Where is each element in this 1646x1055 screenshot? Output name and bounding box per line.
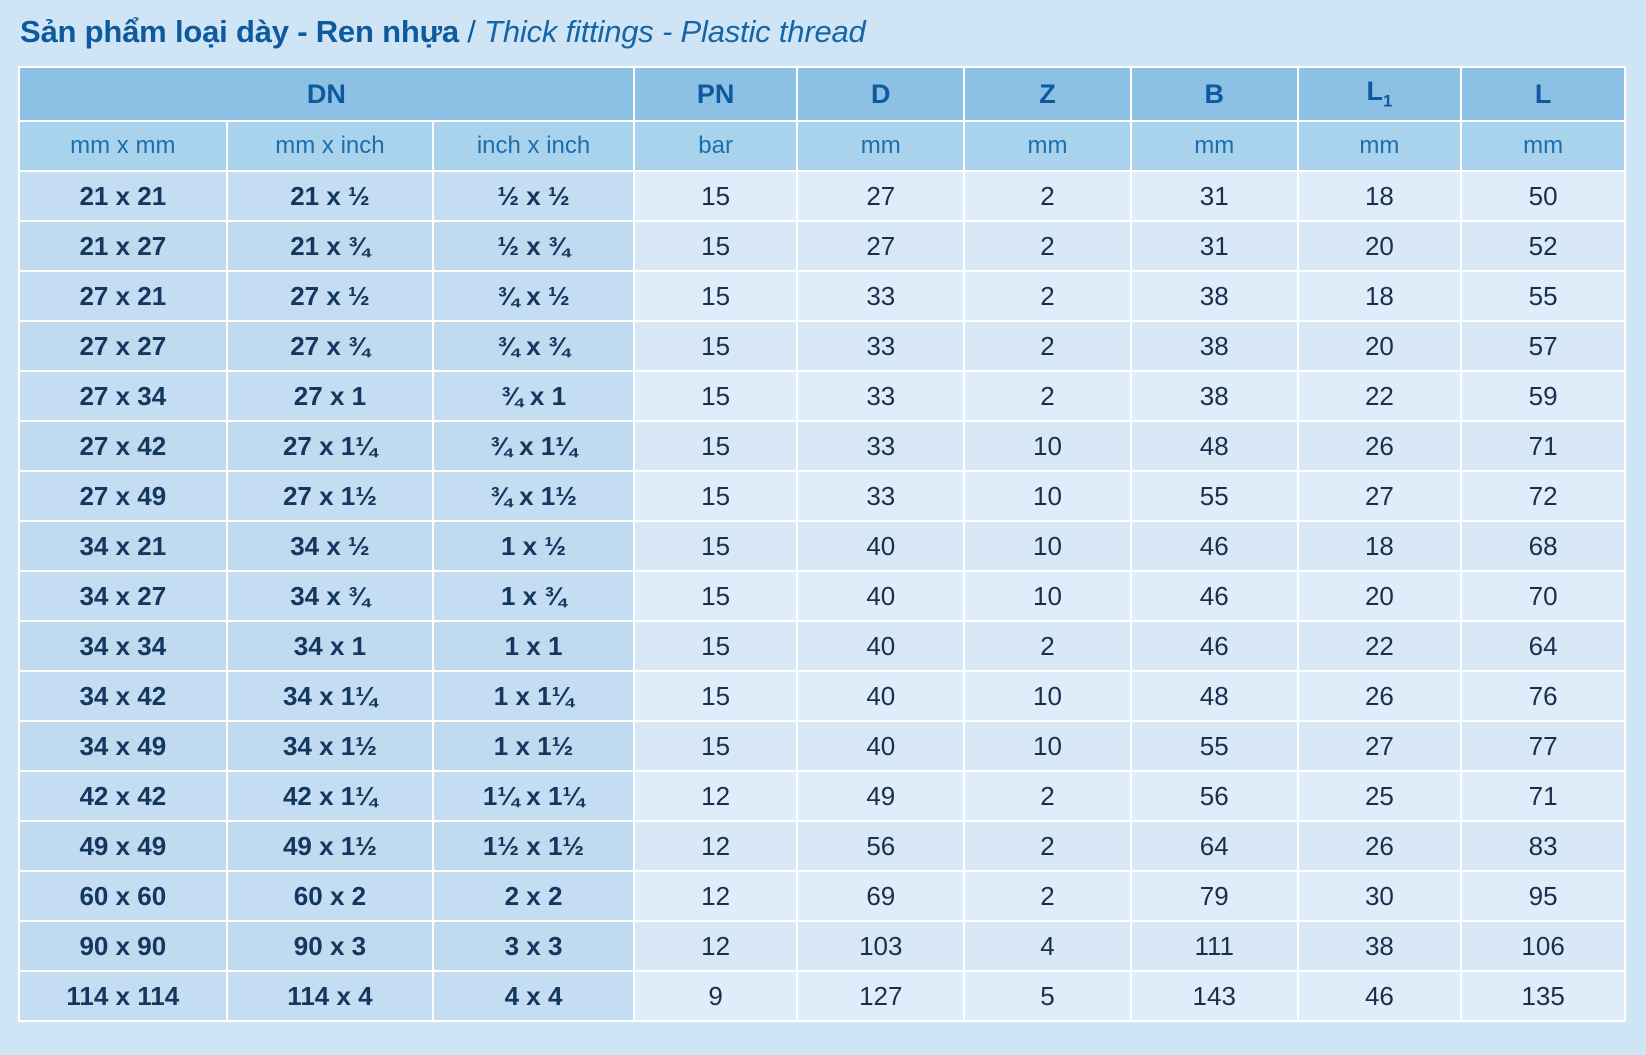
- specifications-table: [18, 66, 1626, 1022]
- cell-b: 55: [1131, 471, 1298, 521]
- cell-l1: 22: [1298, 371, 1462, 421]
- cell-dn-inch-inch: 2 x 2: [433, 871, 634, 921]
- cell-dn-mm-mm: 34 x 42: [19, 671, 227, 721]
- cell-dn-mm-inch: 21 x ¾: [227, 221, 434, 271]
- cell-pn: 12: [634, 821, 798, 871]
- cell-dn-inch-inch: 1 x 1: [433, 621, 634, 671]
- cell-z: 2: [964, 371, 1131, 421]
- cell-l: 68: [1461, 521, 1625, 571]
- cell-b: 55: [1131, 721, 1298, 771]
- table-row: [19, 371, 1625, 421]
- cell-dn-inch-inch: 4 x 4: [433, 971, 634, 1021]
- cell-z: 2: [964, 271, 1131, 321]
- cell-b: 46: [1131, 521, 1298, 571]
- cell-dn-inch-inch: ¾ x ½: [433, 271, 634, 321]
- cell-dn-inch-inch: 1 x 1¼: [433, 671, 634, 721]
- cell-d: 33: [797, 371, 964, 421]
- table-row: [19, 871, 1625, 921]
- cell-b: 56: [1131, 771, 1298, 821]
- cell-z: 2: [964, 321, 1131, 371]
- cell-l: 59: [1461, 371, 1625, 421]
- cell-z: 2: [964, 621, 1131, 671]
- cell-pn: 9: [634, 971, 798, 1021]
- cell-z: 10: [964, 471, 1131, 521]
- cell-dn-inch-inch: ½ x ¾: [433, 221, 634, 271]
- cell-d: 127: [797, 971, 964, 1021]
- cell-pn: 15: [634, 421, 798, 471]
- cell-d: 27: [797, 171, 964, 221]
- table-header: [19, 67, 1625, 171]
- cell-d: 27: [797, 221, 964, 271]
- column-header-dn: DN: [19, 67, 634, 121]
- cell-dn-mm-mm: 34 x 49: [19, 721, 227, 771]
- table-row: [19, 271, 1625, 321]
- column-header-l: L: [1461, 67, 1625, 121]
- cell-z: 2: [964, 171, 1131, 221]
- cell-pn: 15: [634, 471, 798, 521]
- cell-pn: 12: [634, 771, 798, 821]
- cell-pn: 15: [634, 721, 798, 771]
- table-row: [19, 421, 1625, 471]
- cell-dn-mm-inch: 114 x 4: [227, 971, 434, 1021]
- cell-l: 64: [1461, 621, 1625, 671]
- cell-l1: 27: [1298, 471, 1462, 521]
- cell-b: 38: [1131, 371, 1298, 421]
- cell-z: 4: [964, 921, 1131, 971]
- cell-dn-inch-inch: 1¼ x 1¼: [433, 771, 634, 821]
- cell-b: 111: [1131, 921, 1298, 971]
- cell-z: 2: [964, 221, 1131, 271]
- cell-l: 71: [1461, 771, 1625, 821]
- table-row: [19, 971, 1625, 1021]
- cell-dn-mm-mm: 49 x 49: [19, 821, 227, 871]
- cell-l1: 26: [1298, 821, 1462, 871]
- cell-dn-mm-inch: 34 x 1¼: [227, 671, 434, 721]
- table-header-group-row: [19, 67, 1625, 121]
- cell-b: 46: [1131, 621, 1298, 671]
- cell-l: 70: [1461, 571, 1625, 621]
- cell-dn-mm-mm: 60 x 60: [19, 871, 227, 921]
- cell-b: 46: [1131, 571, 1298, 621]
- cell-l1: 38: [1298, 921, 1462, 971]
- cell-b: 48: [1131, 671, 1298, 721]
- cell-b: 31: [1131, 221, 1298, 271]
- table-row: [19, 671, 1625, 721]
- cell-l: 106: [1461, 921, 1625, 971]
- cell-pn: 12: [634, 871, 798, 921]
- cell-l1: 18: [1298, 171, 1462, 221]
- cell-dn-mm-inch: 42 x 1¼: [227, 771, 434, 821]
- table-row: [19, 321, 1625, 371]
- page-title-vietnamese: Sản phẩm loại dày - Ren nhựa: [20, 14, 459, 49]
- table-row: [19, 571, 1625, 621]
- cell-dn-mm-inch: 21 x ½: [227, 171, 434, 221]
- cell-dn-inch-inch: 1½ x 1½: [433, 821, 634, 871]
- cell-dn-inch-inch: ½ x ½: [433, 171, 634, 221]
- cell-b: 31: [1131, 171, 1298, 221]
- cell-dn-mm-inch: 34 x 1½: [227, 721, 434, 771]
- cell-dn-mm-mm: 34 x 34: [19, 621, 227, 671]
- table-row: [19, 721, 1625, 771]
- cell-pn: 15: [634, 371, 798, 421]
- cell-dn-mm-mm: 114 x 114: [19, 971, 227, 1021]
- table-row: [19, 221, 1625, 271]
- cell-l1: 20: [1298, 221, 1462, 271]
- column-header-b: B: [1131, 67, 1298, 121]
- column-header-d: D: [797, 67, 964, 121]
- cell-z: 10: [964, 671, 1131, 721]
- unit-header-dn-mm-inch: mm x inch: [227, 121, 434, 171]
- unit-header-pn: bar: [634, 121, 798, 171]
- unit-header-dn-mm-mm: mm x mm: [19, 121, 227, 171]
- table-row: [19, 771, 1625, 821]
- cell-b: 143: [1131, 971, 1298, 1021]
- unit-header-z: mm: [964, 121, 1131, 171]
- table-header-units-row: [19, 121, 1625, 171]
- cell-pn: 15: [634, 671, 798, 721]
- cell-b: 38: [1131, 271, 1298, 321]
- cell-dn-mm-inch: 27 x ¾: [227, 321, 434, 371]
- cell-dn-mm-mm: 34 x 27: [19, 571, 227, 621]
- cell-l1: 26: [1298, 671, 1462, 721]
- cell-l: 55: [1461, 271, 1625, 321]
- cell-l: 135: [1461, 971, 1625, 1021]
- cell-dn-mm-mm: 42 x 42: [19, 771, 227, 821]
- table-row: [19, 921, 1625, 971]
- cell-b: 48: [1131, 421, 1298, 471]
- cell-dn-mm-mm: 27 x 34: [19, 371, 227, 421]
- cell-l1: 46: [1298, 971, 1462, 1021]
- cell-dn-inch-inch: 1 x ½: [433, 521, 634, 571]
- cell-dn-mm-inch: 27 x 1: [227, 371, 434, 421]
- column-header-z: Z: [964, 67, 1131, 121]
- cell-pn: 15: [634, 321, 798, 371]
- cell-l1: 18: [1298, 271, 1462, 321]
- cell-z: 10: [964, 421, 1131, 471]
- cell-z: 2: [964, 821, 1131, 871]
- cell-pn: 15: [634, 521, 798, 571]
- cell-d: 40: [797, 671, 964, 721]
- cell-l: 57: [1461, 321, 1625, 371]
- unit-header-l1: mm: [1298, 121, 1462, 171]
- cell-dn-mm-inch: 27 x 1¼: [227, 421, 434, 471]
- cell-d: 56: [797, 821, 964, 871]
- cell-pn: 15: [634, 271, 798, 321]
- unit-header-d: mm: [797, 121, 964, 171]
- cell-z: 2: [964, 871, 1131, 921]
- cell-d: 40: [797, 521, 964, 571]
- cell-dn-mm-inch: 60 x 2: [227, 871, 434, 921]
- cell-dn-mm-inch: 27 x ½: [227, 271, 434, 321]
- cell-pn: 15: [634, 171, 798, 221]
- cell-l1: 26: [1298, 421, 1462, 471]
- cell-dn-mm-mm: 27 x 42: [19, 421, 227, 471]
- cell-dn-mm-mm: 27 x 49: [19, 471, 227, 521]
- cell-d: 33: [797, 421, 964, 471]
- cell-l: 83: [1461, 821, 1625, 871]
- cell-dn-mm-inch: 34 x ¾: [227, 571, 434, 621]
- cell-l: 76: [1461, 671, 1625, 721]
- cell-d: 40: [797, 721, 964, 771]
- cell-z: 10: [964, 721, 1131, 771]
- cell-z: 5: [964, 971, 1131, 1021]
- cell-d: 49: [797, 771, 964, 821]
- page-title-english: Thick fittings - Plastic thread: [484, 14, 866, 49]
- cell-l: 95: [1461, 871, 1625, 921]
- cell-d: 33: [797, 271, 964, 321]
- cell-dn-mm-inch: 90 x 3: [227, 921, 434, 971]
- table-body: [19, 171, 1625, 1021]
- cell-dn-mm-inch: 49 x 1½: [227, 821, 434, 871]
- cell-d: 33: [797, 471, 964, 521]
- table-row: [19, 621, 1625, 671]
- table-row: [19, 171, 1625, 221]
- cell-z: 10: [964, 521, 1131, 571]
- column-header-pn: PN: [634, 67, 798, 121]
- cell-dn-mm-mm: 34 x 21: [19, 521, 227, 571]
- cell-d: 33: [797, 321, 964, 371]
- cell-z: 10: [964, 571, 1131, 621]
- cell-l1: 20: [1298, 571, 1462, 621]
- cell-l1: 27: [1298, 721, 1462, 771]
- cell-l: 52: [1461, 221, 1625, 271]
- cell-dn-inch-inch: ¾ x 1: [433, 371, 634, 421]
- cell-l1: 22: [1298, 621, 1462, 671]
- cell-dn-mm-inch: 34 x 1: [227, 621, 434, 671]
- cell-dn-inch-inch: 1 x ¾: [433, 571, 634, 621]
- cell-dn-mm-mm: 27 x 21: [19, 271, 227, 321]
- table-row: [19, 471, 1625, 521]
- cell-dn-mm-inch: 27 x 1½: [227, 471, 434, 521]
- cell-b: 38: [1131, 321, 1298, 371]
- cell-d: 103: [797, 921, 964, 971]
- cell-d: 69: [797, 871, 964, 921]
- cell-dn-mm-inch: 34 x ½: [227, 521, 434, 571]
- cell-dn-mm-mm: 21 x 27: [19, 221, 227, 271]
- cell-d: 40: [797, 571, 964, 621]
- cell-z: 2: [964, 771, 1131, 821]
- cell-pn: 15: [634, 621, 798, 671]
- column-header-l1-subscript: 1: [1383, 91, 1393, 111]
- unit-header-b: mm: [1131, 121, 1298, 171]
- cell-l1: 20: [1298, 321, 1462, 371]
- cell-pn: 15: [634, 221, 798, 271]
- cell-dn-inch-inch: ¾ x ¾: [433, 321, 634, 371]
- cell-dn-mm-mm: 21 x 21: [19, 171, 227, 221]
- unit-header-l: mm: [1461, 121, 1625, 171]
- cell-pn: 12: [634, 921, 798, 971]
- cell-dn-mm-mm: 27 x 27: [19, 321, 227, 371]
- table-row: [19, 521, 1625, 571]
- cell-dn-inch-inch: 1 x 1½: [433, 721, 634, 771]
- unit-header-dn-inch-inch: inch x inch: [433, 121, 634, 171]
- cell-dn-inch-inch: ¾ x 1¼: [433, 421, 634, 471]
- cell-pn: 15: [634, 571, 798, 621]
- cell-dn-inch-inch: ¾ x 1½: [433, 471, 634, 521]
- cell-b: 79: [1131, 871, 1298, 921]
- cell-l: 71: [1461, 421, 1625, 471]
- cell-l1: 30: [1298, 871, 1462, 921]
- cell-dn-inch-inch: 3 x 3: [433, 921, 634, 971]
- cell-l: 77: [1461, 721, 1625, 771]
- cell-l1: 25: [1298, 771, 1462, 821]
- table-row: [19, 821, 1625, 871]
- cell-l1: 18: [1298, 521, 1462, 571]
- cell-l: 72: [1461, 471, 1625, 521]
- page-title-separator: /: [458, 14, 485, 49]
- page-title: [20, 14, 1628, 50]
- cell-dn-mm-mm: 90 x 90: [19, 921, 227, 971]
- column-header-l1-text: L: [1366, 76, 1384, 107]
- column-header-l1: [1298, 67, 1462, 121]
- cell-d: 40: [797, 621, 964, 671]
- cell-b: 64: [1131, 821, 1298, 871]
- cell-l: 50: [1461, 171, 1625, 221]
